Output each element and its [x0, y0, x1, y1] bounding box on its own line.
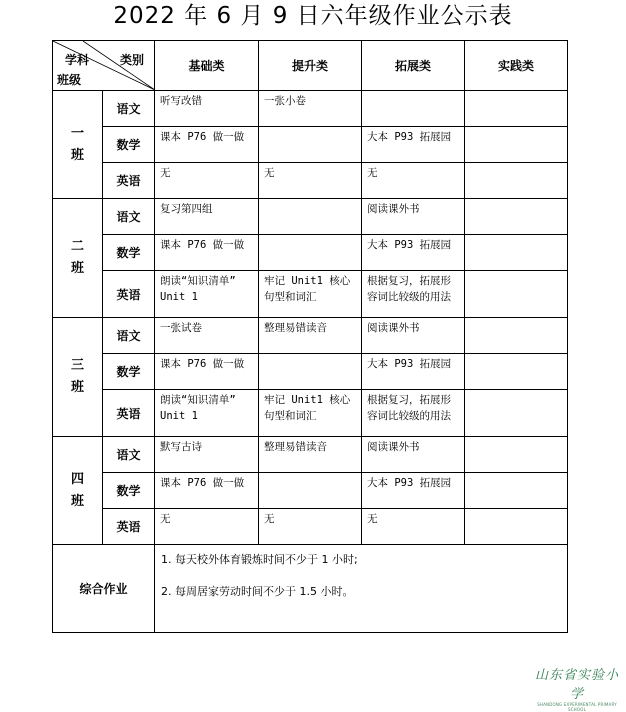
table-cell: 阅读课外书 — [362, 199, 465, 235]
homework-table — [52, 40, 568, 633]
table-cell — [465, 271, 568, 318]
class-label: 一 班 — [53, 91, 103, 199]
table-row — [53, 271, 568, 318]
corner-category-label: 类别 — [119, 53, 144, 67]
table-cell — [259, 354, 362, 390]
table-cell: 朗读“知识清单” Unit 1 — [155, 390, 259, 437]
table-row — [53, 163, 568, 199]
column-header: 实践类 — [465, 41, 568, 91]
table-row — [53, 437, 568, 473]
table-cell — [465, 199, 568, 235]
table-cell: 大本 P93 拓展园 — [362, 235, 465, 271]
table-cell: 课本 P76 做一做 — [155, 235, 259, 271]
table-cell: 阅读课外书 — [362, 437, 465, 473]
table-cell: 课本 P76 做一做 — [155, 354, 259, 390]
table-cell — [465, 235, 568, 271]
table-cell — [362, 91, 465, 127]
table-row — [53, 318, 568, 354]
table-cell: 复习第四组 — [155, 199, 259, 235]
subject-label: 英语 — [103, 509, 155, 545]
table-cell: 默写古诗 — [155, 437, 259, 473]
table-row — [53, 235, 568, 271]
table-cell: 牢记 Unit1 核心句型和词汇 — [259, 390, 362, 437]
subject-label: 数学 — [103, 354, 155, 390]
subject-label: 语文 — [103, 91, 155, 127]
table-cell: 大本 P93 拓展园 — [362, 473, 465, 509]
header-row — [53, 41, 568, 91]
table-cell — [465, 127, 568, 163]
table-cell: 一张小卷 — [259, 91, 362, 127]
table-row — [53, 473, 568, 509]
table-cell: 大本 P93 拓展园 — [362, 127, 465, 163]
subject-label: 数学 — [103, 473, 155, 509]
class-label: 三 班 — [53, 318, 103, 437]
corner-header — [53, 41, 155, 91]
school-logo-subtitle: SHANDONG EXPERIMENTAL PRIMARY SCHOOL — [537, 702, 617, 712]
table-cell — [465, 91, 568, 127]
column-header: 基础类 — [155, 41, 259, 91]
summary-item: 1. 每天校外体育锻炼时间不少于 1 小时; — [161, 553, 358, 566]
table-cell — [465, 437, 568, 473]
table-cell: 无 — [155, 509, 259, 545]
table-cell: 课本 P76 做一做 — [155, 473, 259, 509]
table-cell — [259, 235, 362, 271]
school-logo — [531, 664, 623, 712]
table-row — [53, 127, 568, 163]
table-cell: 无 — [362, 509, 465, 545]
table-cell: 根据复习，拓展形容词比较级的用法 — [362, 271, 465, 318]
table-cell: 整理易错读音 — [259, 437, 362, 473]
table-cell: 整理易错读音 — [259, 318, 362, 354]
table-cell: 课本 P76 做一做 — [155, 127, 259, 163]
table-cell — [259, 473, 362, 509]
table-cell: 牢记 Unit1 核心句型和词汇 — [259, 271, 362, 318]
subject-label: 语文 — [103, 318, 155, 354]
subject-label: 数学 — [103, 235, 155, 271]
corner-subject-label: 学科 — [65, 53, 90, 67]
table-cell: 无 — [362, 163, 465, 199]
subject-label: 英语 — [103, 163, 155, 199]
summary-content — [155, 545, 568, 633]
table-cell — [465, 509, 568, 545]
subject-label: 英语 — [103, 390, 155, 437]
table-cell — [259, 199, 362, 235]
table-row — [53, 91, 568, 127]
table-row — [53, 390, 568, 437]
table-cell: 大本 P93 拓展园 — [362, 354, 465, 390]
table-cell: 阅读课外书 — [362, 318, 465, 354]
table-cell — [465, 354, 568, 390]
column-header: 提升类 — [259, 41, 362, 91]
class-label: 二 班 — [53, 199, 103, 318]
subject-label: 数学 — [103, 127, 155, 163]
table-cell: 无 — [259, 509, 362, 545]
subject-label: 语文 — [103, 199, 155, 235]
subject-label: 英语 — [103, 271, 155, 318]
column-header: 拓展类 — [362, 41, 465, 91]
corner-class-label: 班级 — [57, 73, 82, 87]
summary-row — [53, 545, 568, 633]
table-cell — [465, 390, 568, 437]
table-cell: 一张试卷 — [155, 318, 259, 354]
table-row — [53, 509, 568, 545]
table-cell: 朗读“知识清单” Unit 1 — [155, 271, 259, 318]
table-cell: 无 — [155, 163, 259, 199]
table-cell — [465, 163, 568, 199]
summary-label: 综合作业 — [53, 545, 155, 633]
class-label: 四 班 — [53, 437, 103, 545]
summary-item: 2. 每周居家劳动时间不少于 1.5 小时。 — [161, 585, 354, 598]
school-logo-name: 山东省实验小学 — [534, 668, 619, 702]
subject-label: 语文 — [103, 437, 155, 473]
table-cell: 无 — [259, 163, 362, 199]
table-cell — [259, 127, 362, 163]
table-cell — [465, 318, 568, 354]
table-cell — [465, 473, 568, 509]
table-row — [53, 354, 568, 390]
table-cell: 根据复习，拓展形容词比较级的用法 — [362, 390, 465, 437]
table-row — [53, 199, 568, 235]
table-cell: 听写改错 — [155, 91, 259, 127]
page-title: 2022 年 6 月 9 日六年级作业公示表 — [113, 3, 513, 29]
